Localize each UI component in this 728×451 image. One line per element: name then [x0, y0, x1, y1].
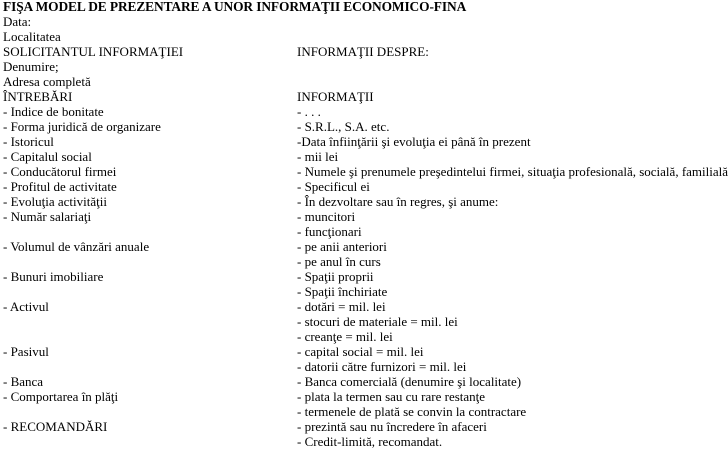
- table-row: [0, 134, 728, 149]
- solicitant-label: SOLICITANTUL INFORMAŢIEI: [3, 44, 184, 59]
- answer-cell: - Credit-limită, recomandat.: [297, 434, 443, 449]
- table-row: [0, 239, 728, 254]
- answer-cell: - Numele şi prenumele preşedintelui firmei, situaţia profesională, socială, familială: [297, 164, 728, 179]
- question-cell: - Banca: [3, 374, 44, 389]
- table-row: [0, 329, 728, 344]
- answer-cell: - Specificul ei: [297, 179, 370, 194]
- question-cell: - Profitul de activitate: [3, 179, 117, 194]
- table-row: [0, 119, 728, 134]
- questions-table: [0, 104, 728, 449]
- answer-cell: - Spaţii închiriate: [297, 284, 388, 299]
- question-cell: - Comportarea în plăţi: [3, 389, 119, 404]
- question-cell: - Conducătorul firmei: [3, 164, 117, 179]
- table-row: [0, 284, 728, 299]
- table-row: [0, 389, 728, 404]
- answer-cell: - plata la termen sau cu rare restanţe: [297, 389, 486, 404]
- document-title: FIŞA MODEL DE PREZENTARE A UNOR INFORMAŢII ECONOMICO-FINA: [3, 0, 467, 14]
- table-row: [0, 404, 728, 419]
- table-row: [0, 224, 728, 239]
- answer-cell: - . . .: [297, 104, 321, 119]
- table-row: [0, 209, 728, 224]
- table-row: [0, 254, 728, 269]
- answer-cell: - capital social = mil. lei: [297, 344, 424, 359]
- denumire-label: Denumire;: [3, 59, 59, 74]
- table-row: [0, 194, 728, 209]
- answer-cell: - creanţe = mil. lei: [297, 329, 393, 344]
- adresa-label: Adresa completă: [3, 74, 91, 89]
- question-cell: - Număr salariaţi: [3, 209, 92, 224]
- answer-cell: - Spaţii proprii: [297, 269, 374, 284]
- question-cell: - Activul: [3, 299, 49, 314]
- answer-cell: - termenele de plată se convin la contractare: [297, 404, 527, 419]
- question-cell: - Forma juridică de organizare: [3, 119, 161, 134]
- question-cell: - Evoluţia activităţii: [3, 194, 107, 209]
- table-row: [0, 314, 728, 329]
- informatii-header: INFORMAŢII: [297, 89, 374, 104]
- answer-cell: -Data înfiinţării şi evoluţia ei până în prezent: [297, 134, 531, 149]
- data-label: Data:: [3, 14, 32, 29]
- localitatea-label: Localitatea: [3, 29, 61, 44]
- answer-cell: - prezintă sau nu încredere în afaceri: [297, 419, 487, 434]
- answer-cell: - mii lei: [297, 149, 339, 164]
- table-row: [0, 269, 728, 284]
- answer-cell: - funcţionari: [297, 224, 362, 239]
- question-cell: - Bunuri imobiliare: [3, 269, 104, 284]
- answer-cell: - În dezvoltare sau în regres, şi anume:: [297, 194, 499, 209]
- table-row: [0, 164, 728, 179]
- table-row: [0, 299, 728, 314]
- table-row: [0, 374, 728, 389]
- answer-cell: - dotări = mil. lei: [297, 299, 386, 314]
- table-row: [0, 419, 728, 434]
- table-row: [0, 149, 728, 164]
- table-row: [0, 434, 728, 449]
- answer-cell: - Banca comercială (denumire şi localitate): [297, 374, 522, 389]
- answer-cell: - muncitori: [297, 209, 356, 224]
- table-row: [0, 344, 728, 359]
- question-cell: - Indice de bonitate: [3, 104, 104, 119]
- table-row: [0, 104, 728, 119]
- question-cell: - Capitalul social: [3, 149, 92, 164]
- answer-cell: - datorii către furnizori = mil. lei: [297, 359, 467, 374]
- question-cell: - Istoricul: [3, 134, 54, 149]
- answer-cell: - pe anul în curs: [297, 254, 381, 269]
- table-row: [0, 359, 728, 374]
- informatii-despre-label: INFORMAŢII DESPRE:: [297, 44, 429, 59]
- answer-cell: - S.R.L., S.A. etc.: [297, 119, 390, 134]
- intrebari-header: ÎNTREBĂRI: [3, 89, 73, 104]
- question-cell: - RECOMANDĂRI: [3, 419, 108, 434]
- table-row: [0, 179, 728, 194]
- answer-cell: - pe anii anteriori: [297, 239, 387, 254]
- question-cell: - Volumul de vânzări anuale: [3, 239, 150, 254]
- answer-cell: - stocuri de materiale = mil. lei: [297, 314, 458, 329]
- question-cell: - Pasivul: [3, 344, 49, 359]
